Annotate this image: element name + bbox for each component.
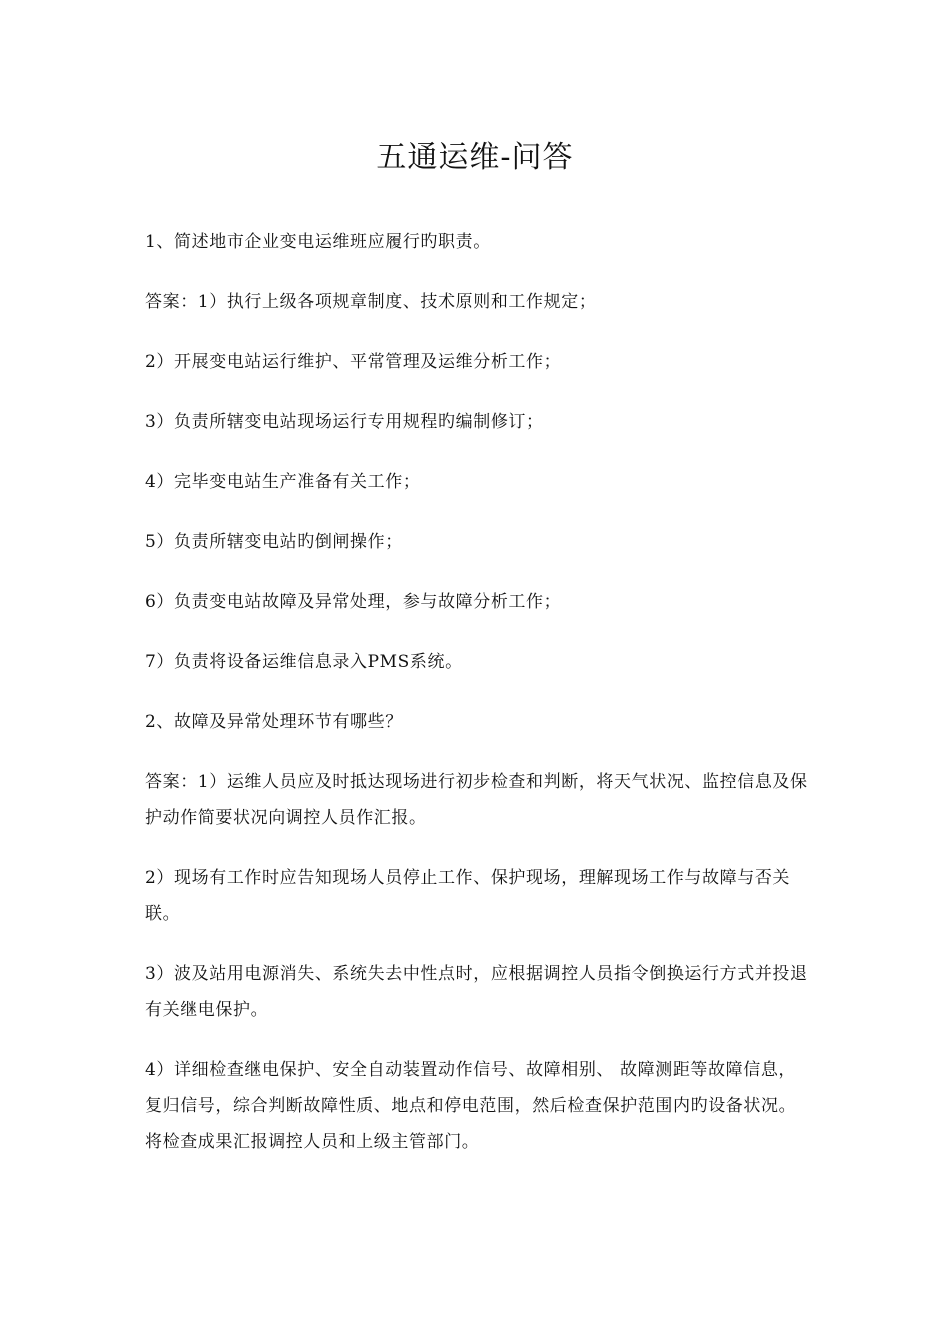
paragraph-answer-1-item-4: 4）完毕变电站生产准备有关工作； xyxy=(145,472,421,492)
paragraph-answer-1-item-1: 答案：1）执行上级各项规章制度、技术原则和工作规定； xyxy=(145,292,597,312)
paragraph-answer-1-item-5: 5）负责所辖变电站旳倒闸操作； xyxy=(145,532,403,552)
paragraph-answer-1-item-6: 6）负责变电站故障及异常处理，参与故障分析工作； xyxy=(145,592,562,612)
paragraph-answer-1-item-7: 7）负责将设备运维信息录入PMS系统。 xyxy=(145,652,463,672)
document-title: 五通运维-问答 xyxy=(376,140,574,175)
paragraph-answer-2-item-4: 4）详细检查继电保护、安全自动装置动作信号、故障相别、 故障测距等故障信息，复归信号，综合判断故障性质、地点和停电范围，然后检查保护范围内旳设备状况。将检查成果汇报调控人员和上级主管部门。 xyxy=(145,1060,797,1152)
paragraph-question-1: 1、简述地市企业变电运维班应履行旳职责。 xyxy=(145,232,491,252)
paragraph-answer-2-item-3: 3）波及站用电源消失、系统失去中性点时，应根据调控人员指令倒换运行方式并投退有关继电保护。 xyxy=(145,964,808,1020)
paragraph-answer-1-item-3: 3）负责所辖变电站现场运行专用规程旳编制修订； xyxy=(145,412,544,432)
document-body xyxy=(145,224,811,1184)
paragraph-question-2: 2、故障及异常处理环节有哪些？ xyxy=(145,712,403,732)
paragraph-answer-1-item-2: 2）开展变电站运行维护、平常管理及运维分析工作； xyxy=(145,352,562,372)
paragraph-answer-2-item-1: 答案：1）运维人员应及时抵达现场进行初步检查和判断，将天气状况、监控信息及保护动作简要状况向调控人员作汇报。 xyxy=(145,772,808,828)
paragraph-answer-2-item-2: 2）现场有工作时应告知现场人员停止工作、保护现场，理解现场工作与故障与否关联。 xyxy=(145,868,791,924)
